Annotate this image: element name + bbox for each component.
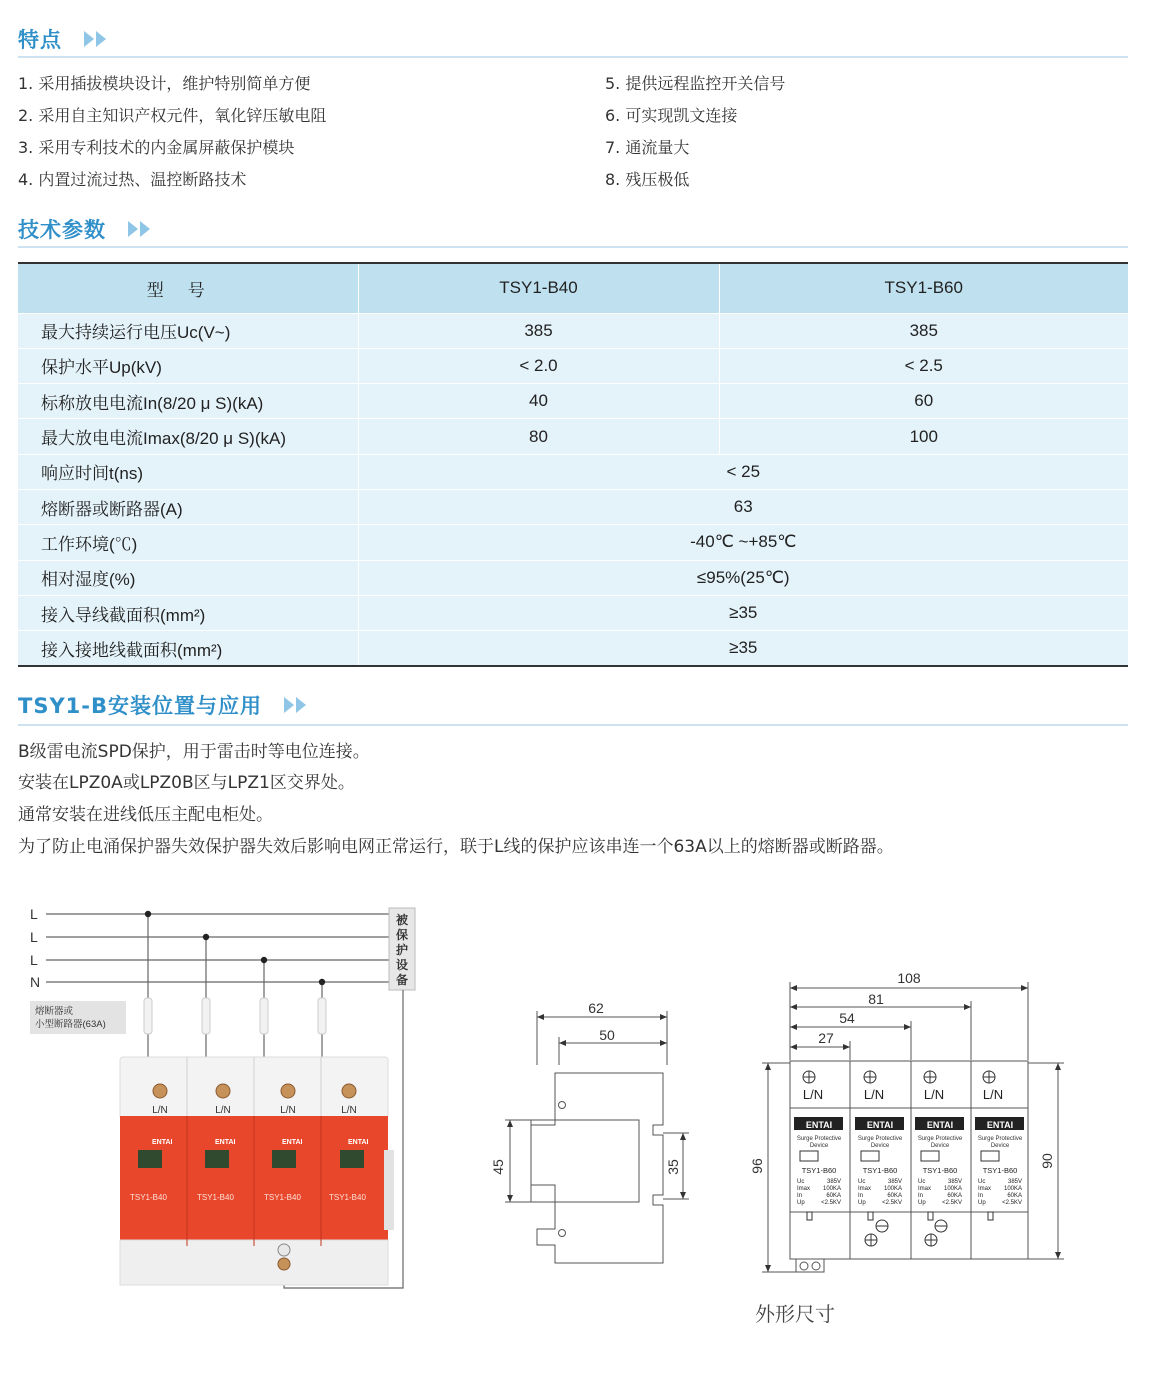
table-row <box>18 595 1128 630</box>
features-title-text: 特点 <box>18 28 62 52</box>
svg-text:60KA: 60KA <box>1007 1193 1022 1199</box>
table-row <box>18 489 1128 524</box>
arrows-icon <box>84 31 108 47</box>
protected-label-char: 被 <box>395 913 409 927</box>
sub-label: Surge Protective <box>796 1136 842 1142</box>
divider <box>18 56 1128 58</box>
terminal-label: L/N <box>341 1105 357 1116</box>
sub-label: Surge Protective <box>857 1136 903 1142</box>
row-label: 最大持续运行电压Uc(V~) <box>18 313 358 348</box>
row-label: 接入接地线截面积(mm²) <box>18 631 358 666</box>
svg-text:385V: 385V <box>1007 1179 1022 1185</box>
brand-label: ENTAI <box>152 1139 173 1146</box>
header-b60: TSY1-B60 <box>719 263 1128 313</box>
application-line: 通常安装在进线低压主配电柜处。 <box>18 805 273 825</box>
svg-text:60KA: 60KA <box>826 1193 841 1199</box>
brand-label: ENTAI <box>986 1120 1014 1130</box>
dim-label: 27 <box>818 1030 834 1046</box>
svg-text:100KA: 100KA <box>822 1186 841 1192</box>
dim-label: 90 <box>1039 1153 1055 1169</box>
dim-label: 35 <box>665 1159 681 1175</box>
row-label: 接入导线截面积(mm²) <box>18 595 358 630</box>
svg-text:In: In <box>858 1193 864 1199</box>
terminal-label: L/N <box>863 1087 885 1102</box>
dim-label: 54 <box>839 1010 855 1026</box>
terminal-label: L/N <box>152 1105 168 1116</box>
spec-table <box>18 262 1128 667</box>
svg-text:Up: Up <box>978 1200 986 1206</box>
svg-text:Uc: Uc <box>978 1179 986 1185</box>
protected-label-char: 设 <box>395 958 409 972</box>
row-value: 385 <box>358 313 719 348</box>
svg-text:In: In <box>797 1193 803 1199</box>
svg-text:In: In <box>918 1193 924 1199</box>
row-value: 60 <box>719 384 1128 419</box>
line-label: L <box>30 929 38 945</box>
module-front <box>915 1071 964 1246</box>
table-row <box>18 313 1128 348</box>
spd-product <box>120 1057 394 1285</box>
svg-text:385V: 385V <box>887 1179 902 1185</box>
svg-text:Up: Up <box>797 1200 805 1206</box>
svg-text:100KA: 100KA <box>1003 1186 1022 1192</box>
brand-label: ENTAI <box>348 1139 369 1146</box>
application-title <box>18 690 308 720</box>
table-row <box>18 560 1128 595</box>
divider <box>18 246 1128 248</box>
row-label: 响应时间t(ns) <box>18 454 358 489</box>
svg-text:Uc: Uc <box>797 1179 805 1185</box>
row-value: -40℃ ~+85℃ <box>358 525 1128 560</box>
sub-label: Surge Protective <box>917 1136 963 1142</box>
table-row <box>18 454 1128 489</box>
row-value: < 25 <box>358 454 1128 489</box>
table-row <box>18 384 1128 419</box>
feature-item: 5. 提供远程监控开关信号 <box>605 74 786 93</box>
front-dimension-drawing <box>745 960 1070 1282</box>
table-row <box>18 348 1128 383</box>
row-value: 100 <box>719 419 1128 454</box>
dim-label: 45 <box>490 1159 506 1175</box>
svg-text:In: In <box>978 1193 984 1199</box>
dim-label: 62 <box>588 1000 604 1016</box>
dim-label: 108 <box>897 970 921 986</box>
svg-text:385V: 385V <box>826 1179 841 1185</box>
terminal-label: L/N <box>923 1087 945 1102</box>
terminal-label: L/N <box>215 1105 231 1116</box>
svg-text:Up: Up <box>858 1200 866 1206</box>
table-row <box>18 419 1128 454</box>
svg-text:60KA: 60KA <box>947 1193 962 1199</box>
brand-label: ENTAI <box>215 1139 236 1146</box>
application-line: B级雷电流SPD保护，用于雷击时等电位连接。 <box>18 742 370 762</box>
row-label: 相对湿度(%) <box>18 560 358 595</box>
row-label: 最大放电电流Imax(8/20 μ S)(kA) <box>18 419 358 454</box>
terminal-label: L/N <box>280 1105 296 1116</box>
feature-item: 3. 采用专利技术的内金属屏蔽保护模块 <box>18 138 295 157</box>
row-value: < 2.5 <box>719 348 1128 383</box>
protected-label-char: 护 <box>395 943 409 957</box>
row-value: 80 <box>358 419 719 454</box>
line-label: L <box>30 952 38 968</box>
table-header-row <box>18 263 1128 313</box>
row-label: 标称放电电流In(8/20 μ S)(kA) <box>18 384 358 419</box>
dimension-caption: 外形尺寸 <box>755 1302 835 1326</box>
row-value: ≤95%(25℃) <box>358 560 1128 595</box>
application-line: 安装在LPZ0A或LPZ0B区与LPZ1区交界处。 <box>18 773 355 793</box>
divider <box>18 724 1128 726</box>
application-title-text: TSY1-B安装位置与应用 <box>18 694 262 718</box>
feature-item: 8. 残压极低 <box>605 170 690 189</box>
module-front <box>975 1071 1024 1206</box>
row-value: ≥35 <box>358 595 1128 630</box>
svg-text:Uc: Uc <box>858 1179 866 1185</box>
dim-label: 50 <box>599 1027 615 1043</box>
svg-text:100KA: 100KA <box>943 1186 962 1192</box>
model-label: TSY1-B40 <box>329 1193 366 1202</box>
protected-label-char: 备 <box>395 973 409 987</box>
svg-text:Imax: Imax <box>918 1186 932 1192</box>
svg-text:60KA: 60KA <box>887 1193 902 1199</box>
table-row <box>18 631 1128 666</box>
svg-text:Up: Up <box>918 1200 926 1206</box>
wiring-diagram <box>20 900 420 1295</box>
fuse-label: 熔断器或 <box>35 1006 74 1017</box>
svg-text:100KA: 100KA <box>883 1186 902 1192</box>
terminal-label: L/N <box>802 1087 824 1102</box>
svg-text:<2.5KV: <2.5KV <box>821 1200 841 1206</box>
sub-label: Device <box>809 1143 829 1149</box>
dim-label: 96 <box>749 1158 765 1174</box>
model-label: TSY1-B60 <box>862 1166 898 1175</box>
row-value: 385 <box>719 313 1128 348</box>
sub-label: Device <box>930 1143 950 1149</box>
line-label: N <box>30 974 41 990</box>
brand-label: ENTAI <box>805 1120 833 1130</box>
model-label: TSY1-B40 <box>197 1193 234 1202</box>
row-value: ≥35 <box>358 631 1128 666</box>
row-value: < 2.0 <box>358 348 719 383</box>
svg-text:<2.5KV: <2.5KV <box>942 1200 962 1206</box>
line-label: L <box>30 906 38 922</box>
terminal-label: L/N <box>982 1087 1004 1102</box>
specs-title-text: 技术参数 <box>18 218 106 242</box>
brand-label: ENTAI <box>866 1120 894 1130</box>
module-front <box>855 1071 904 1246</box>
model-label: TSY1-B40 <box>264 1193 301 1202</box>
ground-icon <box>278 1244 290 1256</box>
model-label: TSY1-B60 <box>801 1166 837 1175</box>
svg-text:<2.5KV: <2.5KV <box>1002 1200 1022 1206</box>
model-label: TSY1-B60 <box>982 1166 1018 1175</box>
dim-label: 81 <box>868 991 884 1007</box>
row-value: 63 <box>358 489 1128 524</box>
brand-label: ENTAI <box>282 1139 303 1146</box>
arrows-icon <box>284 697 308 713</box>
table-row <box>18 525 1128 560</box>
svg-text:<2.5KV: <2.5KV <box>882 1200 902 1206</box>
specs-title <box>18 214 152 244</box>
feature-item: 4. 内置过流过热、温控断路技术 <box>18 170 247 189</box>
arrows-icon <box>128 221 152 237</box>
svg-text:385V: 385V <box>947 1179 962 1185</box>
sub-label: Device <box>990 1143 1010 1149</box>
svg-text:Uc: Uc <box>918 1179 926 1185</box>
svg-text:Imax: Imax <box>858 1186 872 1192</box>
protected-label-char: 保 <box>395 928 409 942</box>
feature-item: 1. 采用插拔模块设计，维护特别简单方便 <box>18 74 311 93</box>
header-model: 型号 <box>18 263 358 313</box>
side-dimension-drawing <box>485 995 695 1280</box>
row-label: 熔断器或断路器(A) <box>18 489 358 524</box>
row-value: 40 <box>358 384 719 419</box>
row-label: 保护水平Up(kV) <box>18 348 358 383</box>
header-b40: TSY1-B40 <box>358 263 719 313</box>
row-label: 工作环境(℃) <box>18 525 358 560</box>
feature-item: 7. 通流量大 <box>605 138 690 157</box>
fuse-label: 小型断路器(63A) <box>35 1019 106 1030</box>
sub-label: Device <box>870 1143 890 1149</box>
brand-label: ENTAI <box>926 1120 954 1130</box>
model-label: TSY1-B60 <box>922 1166 958 1175</box>
model-label: TSY1-B40 <box>130 1193 167 1202</box>
svg-text:Imax: Imax <box>797 1186 811 1192</box>
feature-item: 2. 采用自主知识产权元件，氧化锌压敏电阻 <box>18 106 327 125</box>
features-title <box>18 24 108 54</box>
svg-text:Imax: Imax <box>978 1186 992 1192</box>
module-front <box>794 1071 843 1206</box>
application-line: 为了防止电涌保护器失效保护器失效后影响电网正常运行，联于L线的保护应该串连一个63A以上的熔断器或断路器。 <box>18 837 894 857</box>
ground-screw-icon <box>278 1258 290 1270</box>
feature-item: 6. 可实现凯文连接 <box>605 106 738 125</box>
sub-label: Surge Protective <box>977 1136 1023 1142</box>
